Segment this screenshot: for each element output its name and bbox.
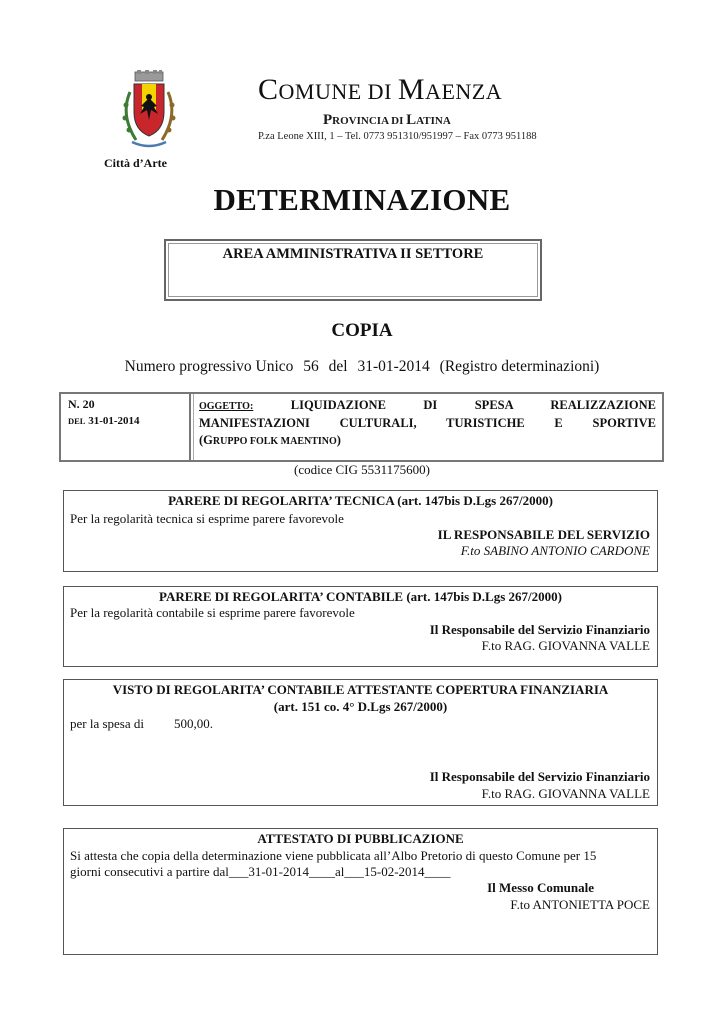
publication-signer: F.to ANTONIETTA POCE bbox=[510, 897, 650, 912]
determination-date-value: 31-01-2014 bbox=[88, 415, 140, 427]
determination-date bbox=[68, 415, 140, 427]
subject-line-part: G bbox=[203, 433, 213, 447]
subject-line-text: LIQUIDAZIONE DI SPESA REALIZZAZIONE bbox=[290, 398, 656, 412]
cig-code: (codice CIG 5531175600) bbox=[294, 462, 430, 477]
contact-address: P.za Leone XIII, 1 – Tel. 0773 951310/951997 – Fax 0773 951188 bbox=[258, 131, 537, 142]
publication-box bbox=[63, 828, 658, 955]
subject-text bbox=[199, 397, 656, 450]
city-tagline: Città d’Arte bbox=[104, 156, 167, 170]
municipality-name-part: OMUNE DI bbox=[278, 79, 398, 104]
expense-amount: 500,00. bbox=[174, 716, 213, 731]
progressive-number-label: Numero progressivo Unico bbox=[124, 358, 294, 375]
progressive-number-value: 56 bbox=[303, 358, 319, 375]
financial-coverage-subtitle: (art. 151 co. 4° D.Lgs 267/2000) bbox=[273, 699, 448, 714]
financial-coverage-signer: F.to RAG. GIOVANNA VALLE bbox=[481, 786, 650, 801]
subject-line bbox=[199, 432, 656, 450]
subject-table bbox=[59, 392, 664, 462]
technical-opinion-role: IL RESPONSABILE DEL SERVIZIO bbox=[437, 527, 650, 542]
subject-line bbox=[199, 397, 656, 415]
publication-text-line1: Si attesta che copia della determinazione viene pubblicata all’Albo Pretorio di questo Comune per 15 bbox=[70, 848, 597, 863]
subject-line-part: ) bbox=[336, 433, 341, 447]
area-label: AREA AMMINISTRATIVA II SETTORE bbox=[222, 246, 484, 262]
province-name-part: ROVINCIA DI bbox=[332, 115, 407, 127]
financial-coverage-role: Il Responsabile del Servizio Finanziario bbox=[429, 769, 650, 784]
publication-title: ATTESTATO DI PUBBLICAZIONE bbox=[257, 831, 464, 846]
technical-opinion-title: PARERE DI REGOLARITA’ TECNICA (art. 147bis D.Lgs 267/2000) bbox=[168, 493, 553, 508]
accounting-opinion-title: PARERE DI REGOLARITA’ CONTABILE (art. 147bis D.Lgs 267/2000) bbox=[159, 589, 562, 604]
coat-of-arms-icon bbox=[118, 70, 180, 152]
financial-coverage-box bbox=[63, 679, 658, 806]
technical-opinion-signer: F.to SABINO ANTONIO CARDONE bbox=[460, 543, 650, 558]
document-title: DETERMINAZIONE bbox=[213, 182, 511, 217]
table-divider bbox=[189, 394, 191, 460]
table-divider bbox=[193, 394, 194, 460]
publication-role: Il Messo Comunale bbox=[487, 880, 594, 895]
progressive-number-del: del bbox=[328, 358, 348, 375]
technical-opinion-text: Per la regolarità tecnica si esprime parere favorevole bbox=[70, 511, 344, 526]
expense-label: per la spesa di bbox=[70, 716, 145, 731]
province-name bbox=[323, 112, 451, 129]
subject-line-part: ( bbox=[199, 433, 204, 447]
municipality-name-part: C bbox=[258, 73, 279, 106]
municipality-name-part: M bbox=[397, 73, 426, 106]
accounting-opinion-text: Per la regolarità contabile si esprime parere favorevole bbox=[70, 605, 355, 620]
accounting-opinion-signer: F.to RAG. GIOVANNA VALLE bbox=[481, 638, 650, 653]
progressive-number bbox=[0, 358, 724, 376]
province-name-part: ATINA bbox=[416, 115, 451, 127]
determination-number: N. 20 bbox=[68, 397, 95, 411]
subject-line-part: RUPPO FOLK MAENTINO bbox=[212, 436, 337, 447]
financial-coverage-title: VISTO DI REGOLARITA’ CONTABILE ATTESTANTE COPERTURA FINANZIARIA bbox=[112, 682, 609, 697]
province-name-part: P bbox=[323, 112, 333, 128]
accounting-opinion-role: Il Responsabile del Servizio Finanziario bbox=[429, 622, 650, 637]
publication-text-line2: giorni consecutivi a partire dal___31-01-2014____al___15-02-2014____ bbox=[70, 864, 451, 879]
technical-opinion-box bbox=[63, 490, 658, 572]
progressive-number-date: 31-01-2014 bbox=[357, 358, 430, 375]
determination-date-label: DEL bbox=[68, 416, 86, 426]
municipality-name bbox=[258, 73, 502, 107]
subject-label: OGGETTO: bbox=[199, 401, 254, 412]
copy-label: COPIA bbox=[331, 320, 393, 341]
province-name-part: L bbox=[406, 112, 417, 128]
municipality-name-part: AENZA bbox=[425, 79, 503, 104]
area-box bbox=[164, 239, 542, 301]
accounting-opinion-box bbox=[63, 586, 658, 667]
subject-line: MANIFESTAZIONI CULTURALI, TURISTICHE E SPORTIVE bbox=[199, 416, 656, 430]
progressive-number-registry: (Registro determinazioni) bbox=[439, 358, 600, 375]
